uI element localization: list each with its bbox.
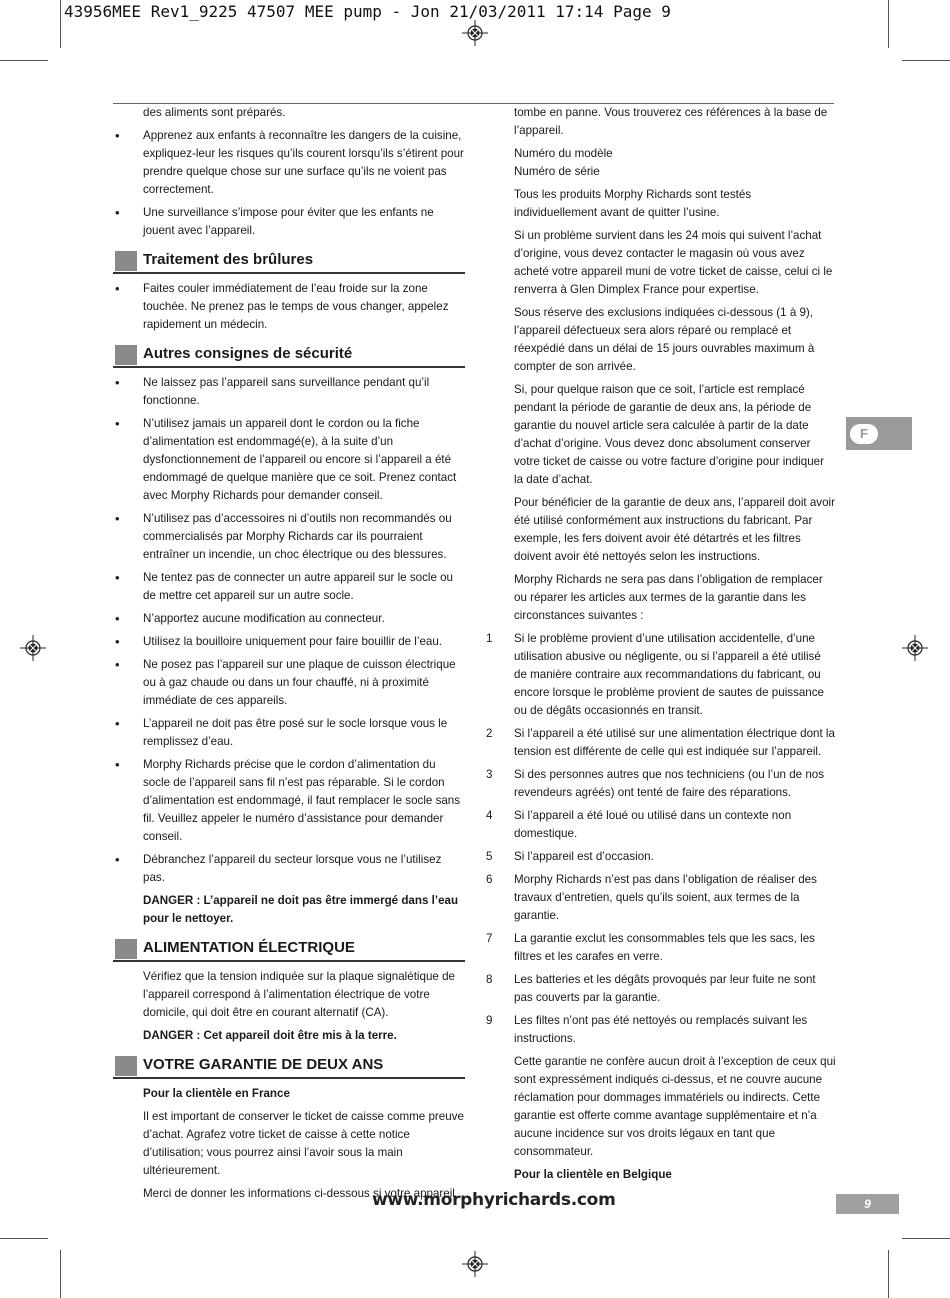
crop-mark xyxy=(0,60,48,61)
language-tab-label: F xyxy=(850,424,878,444)
paragraph: Tous les produits Morphy Richards sont testés individuellement avant de quitter l’usine. xyxy=(514,188,752,219)
print-slug: 43956MEE Rev1_9225 47507 MEE pump - Jon 21/03/2011 17:14 Page 9 xyxy=(64,2,671,21)
exclusion-item: 4 Si l’appareil a été loué ou utilisé dans un contexte non domestique. xyxy=(486,809,792,840)
crop-mark xyxy=(888,1250,889,1298)
exclusion-item: 2 Si l’appareil a été utilisé sur une alimentation électrique dont la tension est différente de celle qui est indiquée sur l’appareil. xyxy=(486,727,835,758)
crop-mark xyxy=(0,1238,48,1239)
registration-mark-icon xyxy=(20,635,46,661)
crop-mark xyxy=(60,0,61,48)
list-item: • N’utilisez pas d’accessoires ni d’outils non recommandés ou commercialisés par Morphy Richards car ils pourraient entraîner un incendie, un choc électrique ou des blessures. xyxy=(115,511,452,561)
paragraph: Il est important de conserver le ticket de caisse comme preuve d’achat. Agrafez votre ticket de caisse à cette notice d’utilisation; vous pourrez ainsi l’avoir sous la main ultérieurement. xyxy=(143,1110,464,1177)
exclusion-item: 8 Les batteries et les dégâts provoqués par leur fuite ne sont pas couverts par la garantie. xyxy=(486,973,816,1004)
list-item: • Débranchez l’appareil du secteur lorsque vous ne l’utilisez pas. xyxy=(115,852,442,884)
crop-mark xyxy=(60,1250,61,1298)
crop-mark xyxy=(902,60,950,61)
danger-note: DANGER : L’appareil ne doit pas être immergé dans l’eau pour le nettoyer. xyxy=(143,894,459,925)
paragraph: Vérifiez que la tension indiquée sur la plaque signalétique de l’appareil correspond à l’alimentation électrique de votre domicile, qui doit être en courant alternatif (CA). xyxy=(143,970,455,1019)
crop-mark xyxy=(888,0,889,48)
crop-mark xyxy=(902,1238,950,1239)
section-heading-safety: Autres consignes de sécurité xyxy=(113,344,465,368)
exclusion-item: 6 Morphy Richards n’est pas dans l’obligation de réaliser des travaux d’entretien, quels qu’ils soient, aux termes de la garantie. xyxy=(486,873,817,922)
list-item: • Ne posez pas l’appareil sur une plaque de cuisson électrique ou à gaz chaude ou dans un four chauffé, ni à proximité immédiate de ces appareils. xyxy=(115,657,456,707)
section-heading-warranty: VOTRE GARANTIE DE DEUX ANS xyxy=(113,1055,465,1079)
list-item: • Faites couler immédiatement de l’eau froide sur la zone touchée. Ne prenez pas le temps de vous changer, appelez rapidement un médecin. xyxy=(115,281,449,331)
model-number-label: Numéro du modèle xyxy=(514,147,613,160)
list-item: • Ne laissez pas l’appareil sans surveillance pendant qu’il fonctionne. xyxy=(115,375,430,407)
list-item: • Apprenez aux enfants à reconnaître les dangers de la cuisine, expliquez-leur les risques qu’ils courent lorsqu’ils s’étirent pour prendre quelque chose sur une surface qu’ils ne voient pas correctement. xyxy=(115,128,464,196)
list-item: • N’utilisez jamais un appareil dont le cordon ou la fiche d’alimentation est endommagé(e), à la suite d’un dysfonctionnement de l’appareil ou encore si l’appareil a été endommagé de quelque manière que ce soit. Prenez contact avec Morphy Richards pour demander conseil. xyxy=(115,416,457,502)
left-column xyxy=(113,104,465,1208)
exclusion-item: 5 Si l’appareil est d’occasion. xyxy=(486,850,654,863)
list-item: • N’apportez aucune modification au connecteur. xyxy=(115,611,385,626)
serial-number-label: Numéro de série xyxy=(514,165,600,178)
paragraph: des aliments sont préparés. xyxy=(143,106,286,119)
registration-mark-icon xyxy=(462,20,488,46)
paragraph: Sous réserve des exclusions indiquées ci-dessous (1 à 9), l’appareil défectueux sera alors réparé ou remplacé et réexpédié dans un délai de 15 jours ouvrables maximum à compter de son arrivée. xyxy=(514,306,815,373)
page-number: 9 xyxy=(836,1194,899,1214)
subheading: Pour la clientèle en France xyxy=(143,1087,290,1100)
list-item: • Ne tentez pas de connecter un autre appareil sur le socle ou de mettre cet appareil sur un autre socle. xyxy=(115,570,454,602)
section-heading-power: ALIMENTATION ÉLECTRIQUE xyxy=(113,938,465,962)
registration-mark-icon xyxy=(902,635,928,661)
list-item: • Une surveillance s’impose pour éviter que les enfants ne jouent avec l’appareil. xyxy=(115,205,434,237)
paragraph: Pour bénéficier de la garantie de deux ans, l’appareil doit avoir été utilisé conformément aux instructions du fabricant. Par exemple, les fers doivent avoir été détartrés et les filtres doivent avoir été nettoyés selon les instructions. xyxy=(514,496,835,563)
footer-url[interactable]: www.morphyrichards.com xyxy=(372,1190,616,1210)
subheading: Pour la clientèle en Belgique xyxy=(514,1168,672,1181)
registration-mark-icon xyxy=(462,1251,488,1277)
list-item: • Morphy Richards précise que le cordon d’alimentation du socle de l’appareil sans fil n’est pas réparable. Si le cordon d’alimentation est endommagé, il faut remplacer le socle sans fil. Veuillez appeler le numéro d’assistance pour demander conseil. xyxy=(115,757,461,843)
exclusion-item: 3 Si des personnes autres que nos techniciens (ou l’un de nos revendeurs agréés) ont tenté de faire des réparations. xyxy=(486,768,825,799)
danger-note: DANGER : Cet appareil doit être mis à la terre. xyxy=(143,1029,397,1042)
language-tab xyxy=(846,417,912,450)
paragraph: Si, pour quelque raison que ce soit, l’article est remplacé pendant la période de garantie de deux ans, la période de garantie du nouvel article sera calculée à partir de la date d’achat d’origine. Vous devez donc absolument conserver votre ticket de caisse ou votre facture d’origine pour indiquer la date d’achat. xyxy=(514,383,824,486)
paragraph: Si un problème survient dans les 24 mois qui suivent l’achat d’origine, vous devez contacter le magasin où vous avez acheté votre appareil muni de votre ticket de caisse, celui ci le renverra à Glen Dimplex France pour expertise. xyxy=(514,229,833,296)
paragraph: Morphy Richards ne sera pas dans l’obligation de remplacer ou réparer les articles aux termes de la garantie dans les circonstances suivantes : xyxy=(514,573,823,622)
paragraph: Cette garantie ne confère aucun droit à l’exception de ceux qui sont expressément indiqués ci-dessus, et ne couvre aucune réclamation pour dommages immatériels ou indirects. Cette garantie est offerte comme avantage supplémentaire et n’a aucune incidence sur vos droits légaux en tant que consommateur. xyxy=(514,1055,836,1158)
list-item: • Utilisez la bouilloire uniquement pour faire bouillir de l’eau. xyxy=(115,634,443,649)
right-column xyxy=(484,104,836,1189)
list-item: • L’appareil ne doit pas être posé sur le socle lorsque vous le remplissez d’eau. xyxy=(115,716,448,748)
exclusion-item: 1 Si le problème provient d’une utilisation accidentelle, d’une utilisation abusive ou négligente, ou si l’appareil a été utilisé de manière contraire aux recommandations du fabricant, ou encore lorsque le problème provient de sautes de puissance ou de dégâts occasionnés en transit. xyxy=(486,632,825,717)
section-heading-burns: Traitement des brûlures xyxy=(113,250,465,274)
exclusion-item: 9 Les filtes n’ont pas été nettoyés ou remplacés suivant les instructions. xyxy=(486,1014,808,1045)
paragraph: tombe en panne. Vous trouverez ces références à la base de l’appareil. xyxy=(514,106,828,137)
exclusion-item: 7 La garantie exclut les consommables tels que les sacs, les filtres et les carafes en verre. xyxy=(486,932,815,963)
paragraph: Merci de donner les informations ci-dessous si votre appareil xyxy=(143,1187,455,1200)
